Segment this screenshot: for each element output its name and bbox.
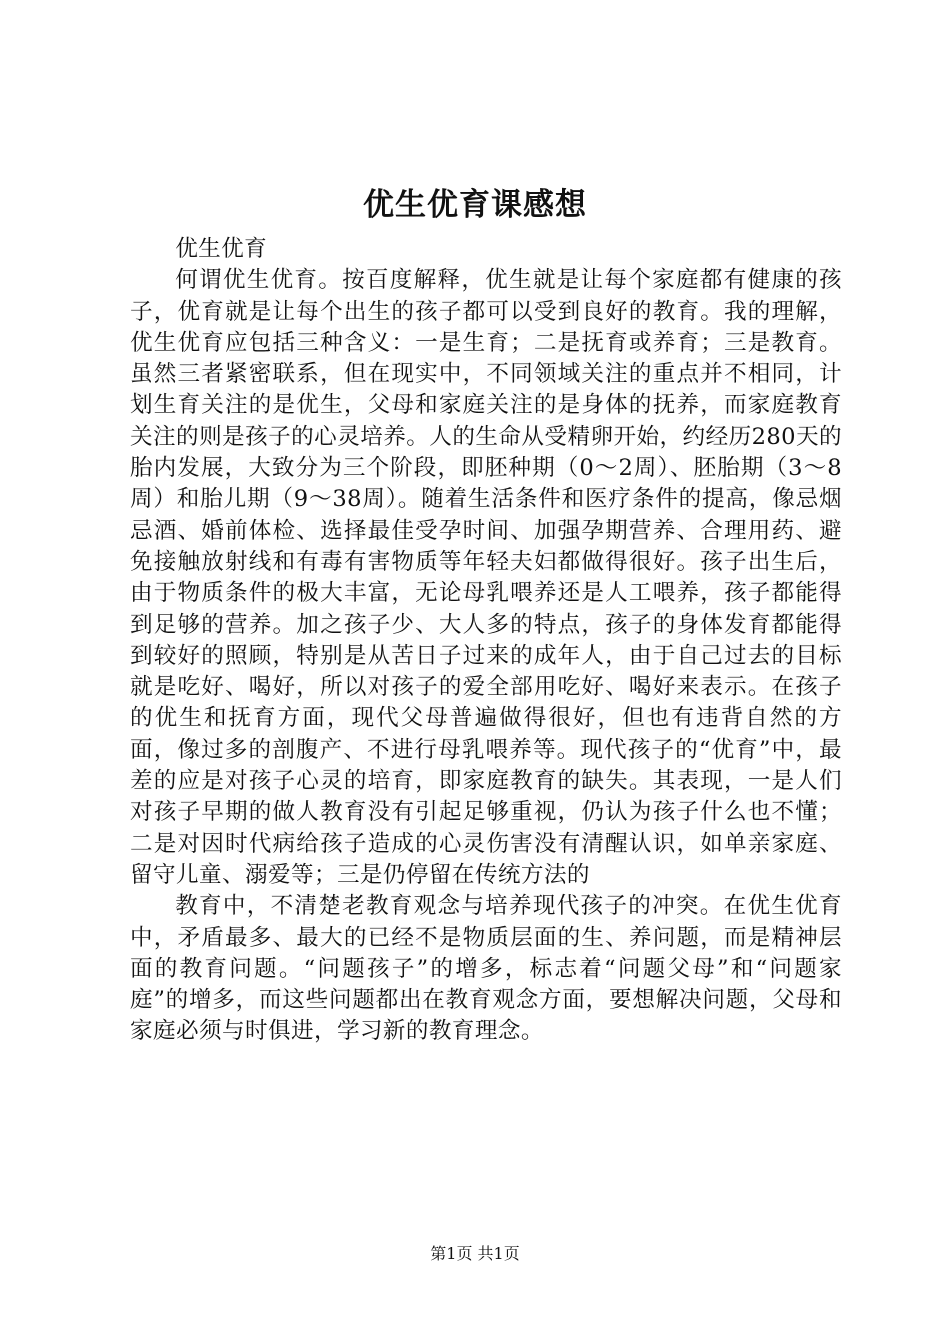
paragraph: 何谓优生优育。按百度解释，优生就是让每个家庭都有健康的孩子，优育就是让每个出生的孩子都可以受到良好的教育。我的理解，优生优育应包括三种含义：一是生育；二是抚育或养育；三是教育。虽然三者紧密联系，但在现实中，不同领域关注的重点并不相同，计划生育关注的是优生，父母和家庭关注的是身体的抚养，而家庭教育关注的则是孩子的心灵培养。人的生命从受精卵开始，约经历280天的胎内发展，大致分为三个阶段，即胚种期（0～2周）、胚胎期（3～8周）和胎儿期（9～38周）。随着生活条件和医疗条件的提高，像忌烟忌酒、婚前体检、选择最佳受孕时间、加强孕期营养、合理用药、避免接触放射线和有毒有害物质等年轻夫妇都做得很好。孩子出生后，由于物质条件的极大丰富，无论母乳喂养还是人工喂养，孩子都能得到足够的营养。加之孩子少、大人多的特点，孩子的身体发育都能得到较好的照顾，特别是从苦日子过来的成年人，由于自己过去的目标就是吃好、喝好，所以对孩子的爱全部用吃好、喝好来表示。在孩子的优生和抚育方面，现代父母普遍做得很好，但也有违背自然的方面，像过多的剖腹产、不进行母乳喂养等。现代孩子的“优育”中，最差的应是对孩子心灵的培育，即家庭教育的缺失。其表现，一是人们对孩子早期的做人教育没有引起足够重视，仍认为孩子什么也不懂；二是对因时代病给孩子造成的心灵伤害没有清醒认识，如单亲家庭、留守儿童、溺爱等；三是仍停留在传统方法的 — [130, 267, 842, 888]
paragraph: 教育中，不清楚老教育观念与培养现代孩子的冲突。在优生优育中，矛盾最多、最大的已经不是物质层面的生、养问题，而是精神层面的教育问题。“问题孩子”的增多，标志着“问题父母”和“问题家庭”的增多，而这些问题都出在教育观念方面，要想解决问题，父母和家庭必须与时俱进，学习新的教育理念。 — [130, 893, 842, 1045]
document-body — [130, 234, 842, 1048]
document-title: 优生优育课感想 — [363, 187, 587, 223]
paragraph-heading: 优生优育 — [175, 236, 268, 262]
page-footer: 第1页 共1页 — [430, 1244, 520, 1263]
